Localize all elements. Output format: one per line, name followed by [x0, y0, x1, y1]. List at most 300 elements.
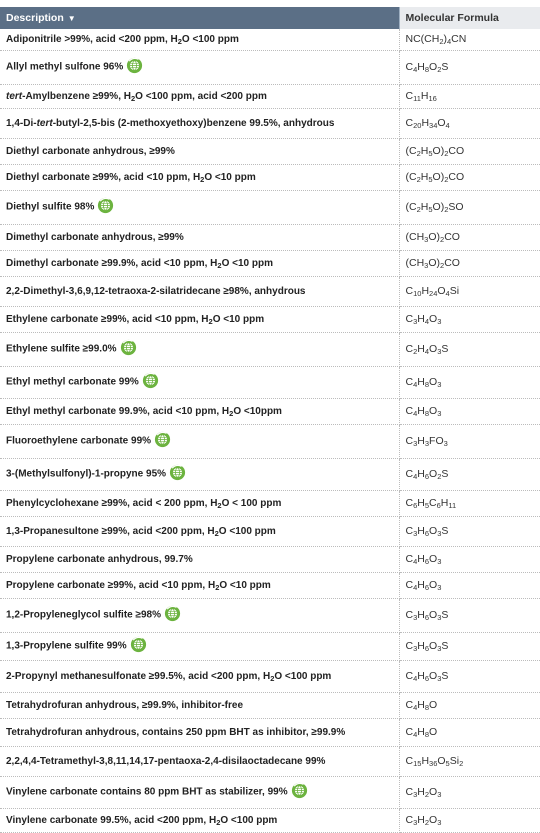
molecular-formula [399, 424, 540, 458]
description-text-part: O <10 ppm [219, 579, 271, 591]
formula-text-part: 3 [437, 674, 442, 683]
product-description[interactable] [0, 458, 399, 490]
product-description[interactable] [0, 692, 399, 718]
formula-text-part: 3 [413, 439, 418, 448]
molecular-formula [399, 138, 540, 164]
formula-text-part: C [405, 525, 414, 537]
description-text-part: O <100 ppm, acid <200 ppm [135, 90, 267, 102]
description-text-part: O <100 ppm [181, 33, 239, 45]
formula-text-part: 3 [413, 790, 418, 799]
formula-text-part: 3 [437, 613, 442, 622]
description-text-part: Diethyl carbonate anhydrous, ≥99% [6, 145, 175, 157]
formula-text-part: H [417, 579, 425, 591]
formula-text-part: 4 [413, 583, 418, 592]
description-text-part: 2 [177, 36, 182, 46]
formula-text-part: 3 [437, 583, 442, 592]
formula-text-part: 3 [437, 529, 442, 538]
formula-text-part: O) [432, 171, 445, 183]
formula-text-part: H [420, 90, 429, 102]
formula-text-part: 5 [428, 205, 433, 214]
description-text-part: -butyl-2,5-bis (2-methoxyethoxy)benzene 99.5%, anhydrous [52, 117, 335, 129]
molecular-formula [399, 808, 540, 832]
formula-text-part: 20 [413, 121, 422, 130]
description-text-part: 2 [214, 528, 219, 538]
formula-text-part: (CH [405, 257, 425, 269]
formula-text-part: H [417, 726, 425, 738]
formula-text-part: H [417, 376, 425, 388]
formula-text-part: 15 [413, 759, 422, 768]
formula-text-part: 6 [436, 501, 441, 510]
formula-text-part: O) [432, 145, 445, 157]
formula-text-part: H [421, 117, 430, 129]
formula-text-part: CO [444, 231, 460, 243]
table-row [0, 490, 540, 516]
formula-text-part: S [441, 609, 449, 621]
description-text-part: 2,2,4,4-Tetramethyl-3,8,11,14,17-pentaoxa-2,4-disilaoctadecane 99% [6, 755, 326, 767]
formula-text-part: (C [405, 145, 417, 157]
formula-text-part: 4 [413, 674, 418, 683]
formula-text-part: H [440, 497, 449, 509]
formula-text-part: 6 [424, 613, 430, 622]
table-row [0, 776, 540, 808]
description-text-part: Tetrahydrofuran anhydrous, ≥99.9%, inhibitor-free [6, 699, 244, 711]
table-row [0, 718, 540, 746]
formula-text-part: 6 [424, 472, 430, 481]
formula-text-part: C [405, 343, 414, 355]
formula-text-part: 24 [429, 289, 438, 298]
formula-text-part: C [405, 285, 414, 297]
green-globe-icon[interactable] [126, 57, 143, 77]
formula-text-part: CO [448, 171, 465, 183]
formula-text-part: 4 [413, 472, 418, 481]
product-description[interactable] [0, 164, 399, 190]
molecular-formula [399, 776, 540, 808]
formula-text-part: C [405, 755, 414, 767]
formula-text-part: O [437, 755, 446, 767]
formula-text-part: O [429, 405, 438, 417]
formula-text-part: Si [449, 755, 460, 767]
description-text-part: 1,2-Propyleneglycol sulfite ≥98% [6, 609, 161, 621]
description-text-part: Diethyl carbonate ≥99%, acid <10 ppm, H [6, 171, 201, 183]
formula-text-part: 16 [428, 94, 437, 103]
table-row [0, 458, 540, 490]
formula-text-part: C [405, 579, 414, 591]
formula-text-part: 5 [424, 501, 430, 510]
formula-text-part: CO [444, 257, 460, 269]
product-description[interactable] [0, 276, 399, 306]
formula-text-part: O [429, 726, 438, 738]
table-row [0, 332, 540, 366]
formula-text-part: H [420, 171, 429, 183]
product-description[interactable] [0, 84, 399, 108]
formula-text-part: 2 [416, 175, 421, 184]
formula-text-part: 4 [424, 347, 430, 356]
formula-text-part: O [429, 468, 438, 480]
formula-text-part: 34 [429, 121, 438, 130]
formula-text-part: C [405, 640, 414, 652]
description-text-part: Allyl methyl sulfone 96% [6, 61, 124, 73]
molecular-formula [399, 164, 540, 190]
formula-text-part: O [429, 609, 438, 621]
formula-text-part: O [429, 313, 438, 325]
formula-text-part: 4 [413, 557, 418, 566]
description-text-part: Ethyl methyl carbonate 99% [6, 376, 139, 388]
formula-text-part: 6 [424, 674, 430, 683]
formula-text-part: O [429, 640, 438, 652]
product-description[interactable] [0, 108, 399, 138]
formula-text-part: C [405, 61, 414, 73]
formula-text-part: 4 [413, 409, 418, 418]
description-text-part: 2 [130, 93, 136, 103]
product-description[interactable] [0, 572, 399, 598]
table-row [0, 692, 540, 718]
description-text-part: 1,3-Propylene sulfite 99% [6, 640, 127, 652]
formula-text-part: S [441, 640, 449, 652]
formula-text-part: S [441, 525, 449, 537]
green-globe-icon[interactable] [130, 636, 147, 656]
table-row [0, 190, 540, 224]
formula-text-part: C [405, 814, 414, 826]
formula-text-part: H [417, 468, 425, 480]
description-text-part: Tetrahydrofuran anhydrous, contains 250 ppm BHT as inhibitor, ≥99.9% [6, 726, 346, 738]
product-description[interactable] [0, 138, 399, 164]
formula-text-part: O [429, 579, 438, 591]
green-globe-icon[interactable] [164, 605, 181, 625]
product-description[interactable] [0, 398, 399, 424]
table-row [0, 546, 540, 572]
formula-text-part: 3 [437, 790, 442, 799]
product-description[interactable] [0, 424, 399, 458]
description-text-part: Phenylcyclohexane ≥99%, acid < 200 ppm, H [6, 497, 218, 509]
product-description[interactable] [0, 224, 399, 250]
formula-text-part: CO [448, 145, 465, 157]
formula-text-part: C [405, 726, 414, 738]
formula-text-part: 4 [413, 703, 418, 712]
green-globe-icon[interactable] [120, 339, 137, 359]
formula-text-part: 8 [424, 703, 430, 712]
product-description[interactable] [0, 190, 399, 224]
formula-text-part: (C [405, 171, 417, 183]
formula-text-part: H [417, 553, 425, 565]
formula-text-part: H [417, 61, 425, 73]
formula-text-part: O) [428, 257, 441, 269]
formula-text-part: 4 [413, 730, 418, 739]
molecular-formula [399, 190, 540, 224]
green-globe-icon[interactable] [169, 464, 186, 484]
table-header-row [0, 7, 540, 29]
formula-text-part: 2 [444, 205, 449, 214]
table-row [0, 164, 540, 190]
table-row [0, 108, 540, 138]
product-description[interactable] [0, 718, 399, 746]
formula-text-part: O [437, 117, 446, 129]
molecular-formula [399, 29, 540, 50]
molecular-formula [399, 108, 540, 138]
description-text-part: Adiponitrile >99%, acid <200 ppm, H [6, 33, 178, 45]
formula-text-part: CN [451, 33, 467, 46]
description-header-label: Description [6, 12, 64, 24]
formula-text-part: H [420, 145, 429, 157]
description-text-part: 2 [229, 408, 234, 418]
product-description[interactable] [0, 632, 399, 660]
formula-text-part: O [429, 553, 438, 565]
formula-text-part: 2 [440, 261, 445, 270]
formula-text-part: ) [443, 33, 447, 46]
description-text-part: Ethylene carbonate ≥99%, acid <10 ppm, H [6, 313, 209, 325]
formula-text-part: 3 [413, 644, 418, 653]
product-description[interactable] [0, 490, 399, 516]
molecular-formula [399, 746, 540, 776]
formula-text-part: 3 [443, 439, 448, 448]
description-text-part: 2,2-Dimethyl-3,6,9,12-tetraoxa-2-silatridecane ≥98%, anhydrous [6, 285, 306, 297]
formula-text-part: 3 [424, 235, 429, 244]
molecular-formula [399, 276, 540, 306]
formula-text-part: 6 [424, 557, 430, 566]
formula-text-part: C [429, 497, 437, 509]
formula-text-part: O [429, 699, 438, 711]
formula-text-part: 5 [428, 175, 433, 184]
formula-text-part: O) [432, 201, 445, 213]
molecular-formula [399, 398, 540, 424]
formula-text-part: 2 [444, 175, 449, 184]
formula-text-part: C [405, 468, 414, 480]
formula-text-part: 4 [447, 37, 452, 47]
formula-text-part: H [421, 285, 430, 297]
formula-text-part: 2 [437, 472, 442, 481]
formula-text-part: C [405, 786, 414, 798]
sort-down-icon: ▼ [67, 14, 76, 23]
formula-text-part: H [417, 343, 425, 355]
formula-text-part: O [429, 814, 438, 826]
table-row [0, 398, 540, 424]
table-row [0, 50, 540, 84]
table-row [0, 808, 540, 832]
formula-text-part: 36 [429, 759, 438, 768]
molecular-formula [399, 458, 540, 490]
formula-text-part: 6 [424, 644, 430, 653]
formula-text-part: O [429, 786, 438, 798]
formula-text-part: H [417, 435, 425, 447]
formula-text-part: 5 [445, 759, 450, 768]
table-row [0, 632, 540, 660]
formula-text-part: 8 [424, 380, 430, 389]
description-text-part: O <10 ppm [221, 257, 273, 269]
formula-text-part: (CH [405, 231, 425, 243]
formula-text-part: 2 [437, 65, 442, 74]
description-text-part: 2 [217, 500, 222, 510]
molecular-formula [399, 632, 540, 660]
formula-text-part: H [417, 525, 425, 537]
description-text-part: Diethyl sulfite 98% [6, 201, 95, 213]
formula-text-part: 5 [428, 149, 433, 158]
formula-text-part: 8 [424, 65, 430, 74]
formula-text-part: H [421, 755, 430, 767]
formula-text-part: 3 [424, 261, 429, 270]
product-description[interactable] [0, 366, 399, 398]
description-text-part: O <10 ppm [212, 313, 265, 325]
table-row [0, 29, 540, 50]
formula-text-part: 3 [437, 644, 442, 653]
green-globe-icon[interactable] [97, 197, 114, 217]
formula-text-part: S [441, 343, 449, 355]
formula-text-part: 3 [437, 818, 442, 827]
description-column-header[interactable] [0, 7, 399, 29]
molecular-formula [399, 516, 540, 546]
description-text-part: Fluoroethylene carbonate 99% [6, 435, 152, 447]
molecular-formula [399, 572, 540, 598]
formula-text-part: FO [429, 435, 444, 447]
description-text-part: Ethylene sulfite ≥99.0% [6, 343, 117, 355]
formula-text-part: S [441, 468, 449, 480]
table-row [0, 84, 540, 108]
product-description[interactable] [0, 29, 399, 50]
formula-text-part: C [405, 376, 414, 388]
green-globe-icon[interactable] [142, 372, 159, 392]
description-text-part: 3-(Methylsulfonyl)-1-propyne 95% [6, 468, 167, 480]
formula-text-part: C [405, 313, 414, 325]
formula-text-part: 2 [413, 347, 418, 356]
formula-text-part: O [429, 670, 438, 682]
formula-text-part: 3 [413, 317, 418, 326]
formula-text-part: 4 [424, 317, 430, 326]
product-description[interactable] [0, 546, 399, 572]
formula-text-part: S [441, 61, 449, 73]
green-globe-icon[interactable] [291, 782, 308, 802]
product-description[interactable] [0, 776, 399, 808]
table-row [0, 276, 540, 306]
description-text-part: 2 [217, 260, 222, 270]
description-text-part: O <100 ppm [274, 670, 332, 682]
formula-text-part: 2 [416, 149, 421, 158]
molecular-formula [399, 224, 540, 250]
molecular-formula [399, 366, 540, 398]
molecular-formula [399, 84, 540, 108]
description-text-part: 1,3-Propanesultone ≥99%, acid <200 ppm, H [6, 525, 215, 537]
product-description[interactable] [0, 50, 399, 84]
description-text-part: Vinylene carbonate contains 80 ppm BHT as stabilizer, 99% [6, 786, 288, 798]
description-text-part: Ethyl methyl carbonate 99.9%, acid <10 ppm, H [6, 405, 230, 417]
formula-text-part: 3 [437, 409, 442, 418]
product-table [0, 7, 540, 833]
formula-text-part: C [405, 435, 414, 447]
formula-text-part: C [405, 699, 414, 711]
table-row [0, 660, 540, 692]
formula-text-part: O [429, 61, 438, 73]
formula-text-part: H [417, 699, 425, 711]
formula-text-part: 4 [445, 121, 450, 130]
molecular-formula [399, 250, 540, 276]
description-text-part: 2 [200, 174, 205, 184]
formula-text-part: 2 [440, 235, 445, 244]
formula-text-part: 2 [459, 759, 464, 768]
formula-text-part: H [417, 609, 425, 621]
molecular-formula [399, 718, 540, 746]
formula-text-part: 2 [424, 790, 430, 799]
table-row [0, 138, 540, 164]
formula-text-part: 11 [413, 94, 421, 103]
description-text-part: O < 100 ppm [221, 497, 282, 509]
table-row [0, 306, 540, 332]
formula-text-part: 10 [413, 289, 422, 298]
formula-text-part: 3 [413, 613, 418, 622]
formula-text-part: O [429, 525, 438, 537]
description-text-part: 2 [216, 817, 221, 827]
green-globe-icon[interactable] [154, 431, 171, 451]
description-text-part: Propylene carbonate ≥99%, acid <10 ppm, H [6, 579, 216, 591]
table-row [0, 224, 540, 250]
formula-text-part: C [405, 90, 414, 102]
formula-text-part: 2 [424, 818, 430, 827]
table-row [0, 424, 540, 458]
formula-text-part: 4 [413, 380, 418, 389]
formula-text-part: H [417, 786, 425, 798]
description-text-part: 2 [270, 673, 275, 683]
molecular-formula [399, 306, 540, 332]
formula-text-part: S [441, 670, 449, 682]
formula-text-part: (C [405, 201, 417, 213]
formula-text-part: C [405, 609, 414, 621]
description-text-part: -Amylbenzene ≥99%, H [22, 90, 131, 102]
product-description[interactable] [0, 516, 399, 546]
table-row [0, 366, 540, 398]
product-description[interactable] [0, 332, 399, 366]
formula-text-part: 2 [439, 37, 444, 47]
description-text-part: Dimethyl carbonate ≥99.9%, acid <10 ppm, H [6, 257, 218, 269]
product-description[interactable] [0, 746, 399, 776]
formula-text-part: 3 [413, 529, 418, 538]
formula-text-part: 6 [413, 501, 418, 510]
description-text-part: tert [6, 90, 23, 102]
formula-text-part: SO [448, 201, 464, 213]
formula-text-part: C [405, 117, 414, 129]
description-text-part: tert [36, 117, 53, 129]
formula-text-part: 6 [424, 529, 430, 538]
product-description[interactable] [0, 250, 399, 276]
formula-text-part: 4 [413, 65, 418, 74]
formula-text-part: H [417, 405, 425, 417]
description-text-part: 2 [215, 582, 220, 592]
formula-text-part: H [417, 640, 425, 652]
formula-text-part: 3 [424, 439, 430, 448]
formula-text-part: 2 [416, 205, 421, 214]
formula-text-part: H [417, 814, 425, 826]
product-description[interactable] [0, 660, 399, 692]
formula-text-part: 3 [437, 380, 442, 389]
formula-text-part: C [405, 405, 414, 417]
formula-text-part: C [405, 553, 414, 565]
formula-text-part: 8 [424, 730, 430, 739]
formula-text-part: 3 [437, 347, 442, 356]
product-description[interactable] [0, 598, 399, 632]
description-text-part: 2 [208, 316, 213, 326]
formula-text-part: H [420, 201, 429, 213]
description-text-part: Dimethyl carbonate anhydrous, ≥99% [6, 231, 184, 243]
description-text-part: O <10ppm [233, 405, 282, 417]
description-text-part: Vinylene carbonate 99.5%, acid <200 ppm, H [6, 814, 217, 826]
formula-text-part: 6 [424, 583, 430, 592]
formula-column-header[interactable]: Molecular Formula [399, 7, 540, 29]
description-text-part: O <100 ppm [218, 525, 276, 537]
formula-text-part: Si [449, 285, 460, 297]
product-description[interactable] [0, 808, 399, 832]
description-text-part: O <100 ppm [220, 814, 278, 826]
product-description[interactable] [0, 306, 399, 332]
table-body [0, 29, 540, 832]
formula-text-part: C [405, 670, 414, 682]
formula-text-part: 3 [437, 317, 442, 326]
formula-text-part: 3 [413, 818, 418, 827]
description-text-part: 1,4-Di- [6, 117, 37, 129]
